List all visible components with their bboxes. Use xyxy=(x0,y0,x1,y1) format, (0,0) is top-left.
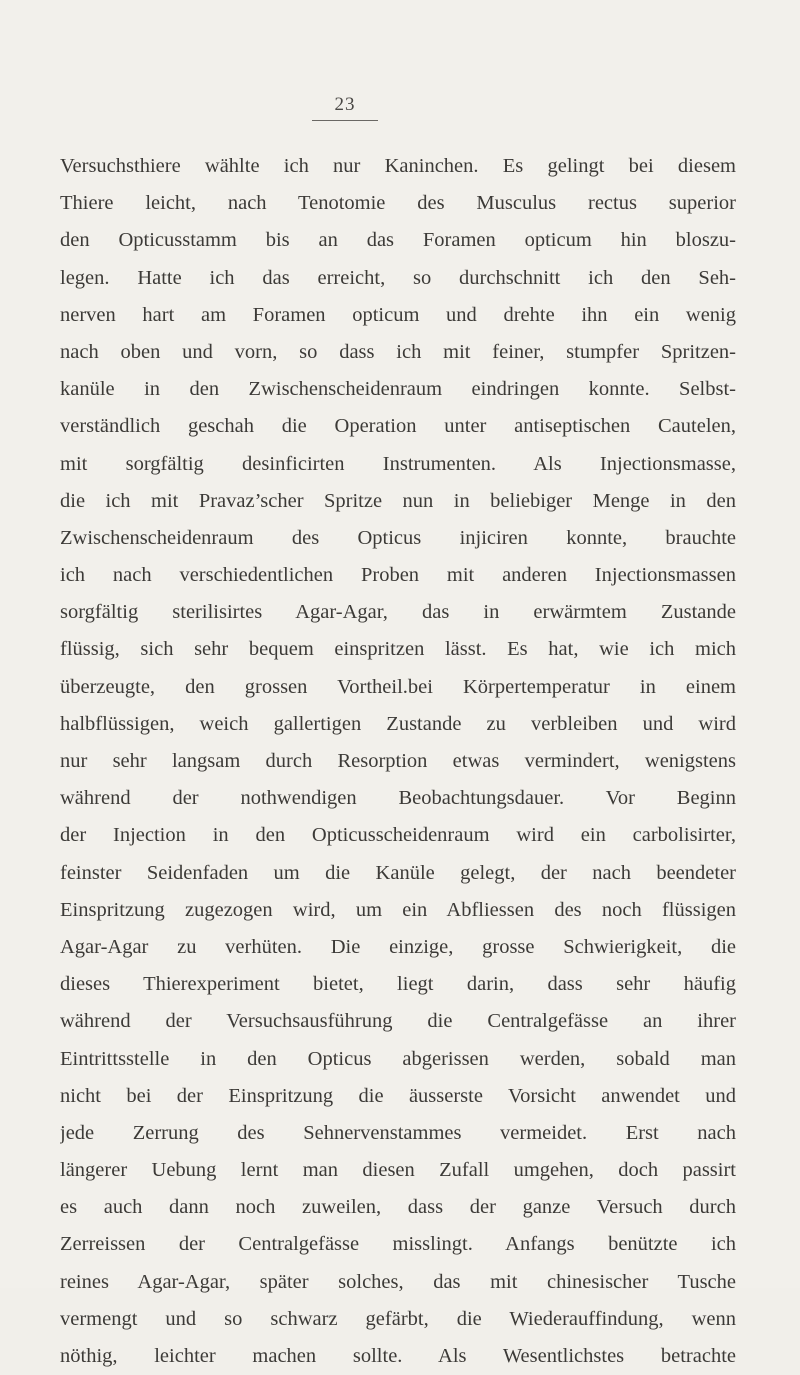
text-line: halbflüssigen, weich gallertigen Zustande zu verbleiben und wird xyxy=(60,712,736,735)
text-line: es auch dann noch zuweilen, dass der ganze Versuch durch xyxy=(60,1196,736,1219)
text-line: vermengt und so schwarz gefärbt, die Wiederauffindung, wenn xyxy=(60,1307,736,1330)
text-line: den Opticusstamm bis an das Foramen opticum hin bloszu- xyxy=(60,229,736,252)
text-line: überzeugte, den grossen Vortheil.bei Körpertemperatur in einem xyxy=(60,675,736,698)
text-line: Einspritzung zugezogen wird, um ein Abfliessen des noch flüssigen xyxy=(60,898,736,921)
text-line: nur sehr langsam durch Resorption etwas vermindert, wenigstens xyxy=(60,750,736,772)
text-line: legen. Hatte ich das erreicht, so durchschnitt ich den Seh- xyxy=(60,266,736,289)
text-line: Agar-Agar zu verhüten. Die einzige, grosse Schwierigkeit, die xyxy=(60,935,736,958)
text-line: Thiere leicht, nach Tenotomie des Musculus rectus superior xyxy=(60,192,736,215)
text-line: ich nach verschiedentlichen Proben mit anderen Injectionsmassen xyxy=(60,564,736,587)
page-number: 23 xyxy=(334,94,356,115)
text-line: kanüle in den Zwischenscheidenraum eindringen konnte. Selbst- xyxy=(60,378,736,401)
text-line: Eintrittsstelle in den Opticus abgerissen werden, sobald man xyxy=(60,1047,736,1070)
text-line: längerer Uebung lernt man diesen Zufall umgehen, doch passirt xyxy=(60,1159,736,1182)
text-line: verständlich geschah die Operation unter antiseptischen Cautelen, xyxy=(60,415,736,438)
text-line: nicht bei der Einspritzung die äusserste Vorsicht anwendet und xyxy=(60,1084,736,1107)
text-line: Zerreissen der Centralgefässe misslingt. Anfangs benützte ich xyxy=(60,1233,736,1256)
text-line: Versuchsthiere wählte ich nur Kaninchen. Es gelingt bei diesem xyxy=(60,155,736,177)
text-line: jede Zerrung des Sehnervenstammes vermeidet. Erst nach xyxy=(60,1121,736,1144)
text-line: nach oben und vorn, so dass ich mit feiner, stumpfer Spritzen- xyxy=(60,340,736,363)
text-line: mit sorgfältig desinficirten Instrumenten. Als Injectionsmasse, xyxy=(60,452,736,475)
text-line: nerven hart am Foramen opticum und drehte ihn ein wenig xyxy=(60,303,736,326)
body-text xyxy=(60,148,736,1375)
text-line: feinster Seidenfaden um die Kanüle gelegt, der nach beendeter xyxy=(60,861,736,884)
text-line: nöthig, leichter machen sollte. Als Wesentlichstes betrachte xyxy=(60,1345,736,1367)
text-line: während der Versuchsausführung die Centralgefässe an ihrer xyxy=(60,1010,736,1033)
text-line: reines Agar-Agar, später solches, das mit chinesischer Tusche xyxy=(60,1270,736,1293)
text-line: dieses Thierexperiment bietet, liegt darin, dass sehr häufig xyxy=(60,973,736,996)
text-line: der Injection in den Opticusscheidenraum wird ein carbolisirter, xyxy=(60,824,736,847)
text-line: flüssig, sich sehr bequem einspritzen lässt. Es hat, wie ich mich xyxy=(60,638,736,661)
text-line: Zwischenscheidenraum des Opticus injiciren konnte, brauchte xyxy=(60,526,736,549)
page-number-rule xyxy=(312,120,378,121)
text-line: sorgfältig sterilisirtes Agar-Agar, das in erwärmtem Zustande xyxy=(60,601,736,624)
text-line: während der nothwendigen Beobachtungsdauer. Vor Beginn xyxy=(60,787,736,810)
text-line: die ich mit Pravaz’scher Spritze nun in beliebiger Menge in den xyxy=(60,489,736,512)
